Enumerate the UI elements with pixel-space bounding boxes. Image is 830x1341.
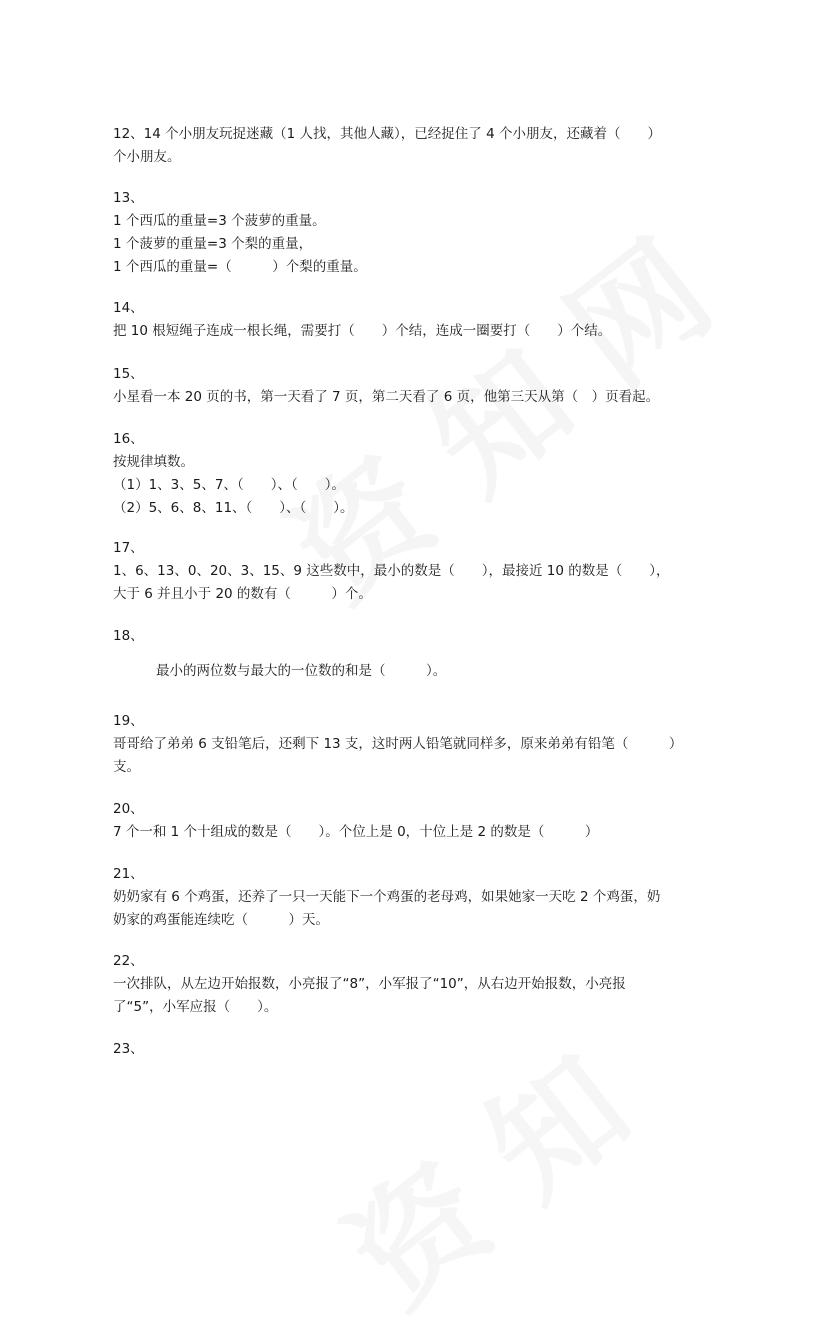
question-number: 13、 <box>113 190 144 206</box>
question-text: 奶奶家有 6 个鸡蛋，还养了一只一天能下一个鸡蛋的老母鸡，如果她家一天吃 2 个鸡蛋，奶 <box>113 889 661 905</box>
question-20 <box>113 798 723 844</box>
question-text: 奶家的鸡蛋能连续吃（ ）天。 <box>113 912 329 928</box>
question-text: 个小朋友。 <box>113 149 181 165</box>
question-21 <box>113 863 723 932</box>
question-text: 了“5”，小军应报（ ）。 <box>113 999 278 1015</box>
question-text: 把 10 根短绳子连成一根长绳，需要打（ ）个结，连成一圈要打（ ）个结。 <box>113 323 612 339</box>
question-text: （2）5、6、8、11、（ ）、（ ）。 <box>113 500 354 516</box>
question-text: 1 个西瓜的重量=3 个菠萝的重量。 <box>113 213 326 229</box>
question-23 <box>113 1038 723 1061</box>
question-text: 大于 6 并且小于 20 的数有（ ）个。 <box>113 586 372 602</box>
question-text: 1 个西瓜的重量=（ ）个梨的重量。 <box>113 259 367 275</box>
question-text: 1、6、13、0、20、3、15、9 这些数中，最小的数是（ ），最接近 10 的数是（ ）， <box>113 563 670 579</box>
question-number: 20、 <box>113 801 144 817</box>
question-15 <box>113 363 723 409</box>
question-number: 21、 <box>113 866 144 882</box>
question-text: （1）1、3、5、7、（ ）、（ ）。 <box>113 477 345 493</box>
question-number: 23、 <box>113 1041 144 1057</box>
question-number: 17、 <box>113 540 144 556</box>
question-text: 支。 <box>113 759 140 775</box>
question-text: 按规律填数。 <box>113 454 194 470</box>
question-text: 7 个一和 1 个十组成的数是（ ）。个位上是 0，十位上是 2 的数是（ ） <box>113 824 599 840</box>
question-text: 12、14 个小朋友玩捉迷藏（1 人找，其他人藏），已经捉住了 4 个小朋友，还藏着（ ） <box>113 126 661 142</box>
question-number: 18、 <box>113 628 144 644</box>
question-number: 22、 <box>113 953 144 969</box>
question-number: 19、 <box>113 713 144 729</box>
question-12 <box>113 123 723 169</box>
question-text: 哥哥给了弟弟 6 支铅笔后，还剩下 13 支，这时两人铅笔就同样多，原来弟弟有铅笔（ ） <box>113 736 683 752</box>
question-19 <box>113 710 723 779</box>
question-number: 16、 <box>113 431 144 447</box>
question-text: 最小的两位数与最大的一位数的和是（ ）。 <box>156 663 447 679</box>
question-number: 15、 <box>113 366 144 382</box>
question-16 <box>113 428 723 520</box>
question-text: 1 个菠萝的重量=3 个梨的重量， <box>113 236 313 252</box>
question-18 <box>113 625 723 683</box>
question-22 <box>113 950 723 1019</box>
question-14 <box>113 297 723 343</box>
question-13 <box>113 187 723 279</box>
question-text: 小星看一本 20 页的书，第一天看了 7 页，第二天看了 6 页，他第三天从第（ ）页看起。 <box>113 389 660 405</box>
question-17 <box>113 537 723 606</box>
question-text: 一次排队，从左边开始报数，小亮报了“8”，小军报了“10”，从右边开始报数，小亮报 <box>113 976 626 992</box>
question-number: 14、 <box>113 300 144 316</box>
